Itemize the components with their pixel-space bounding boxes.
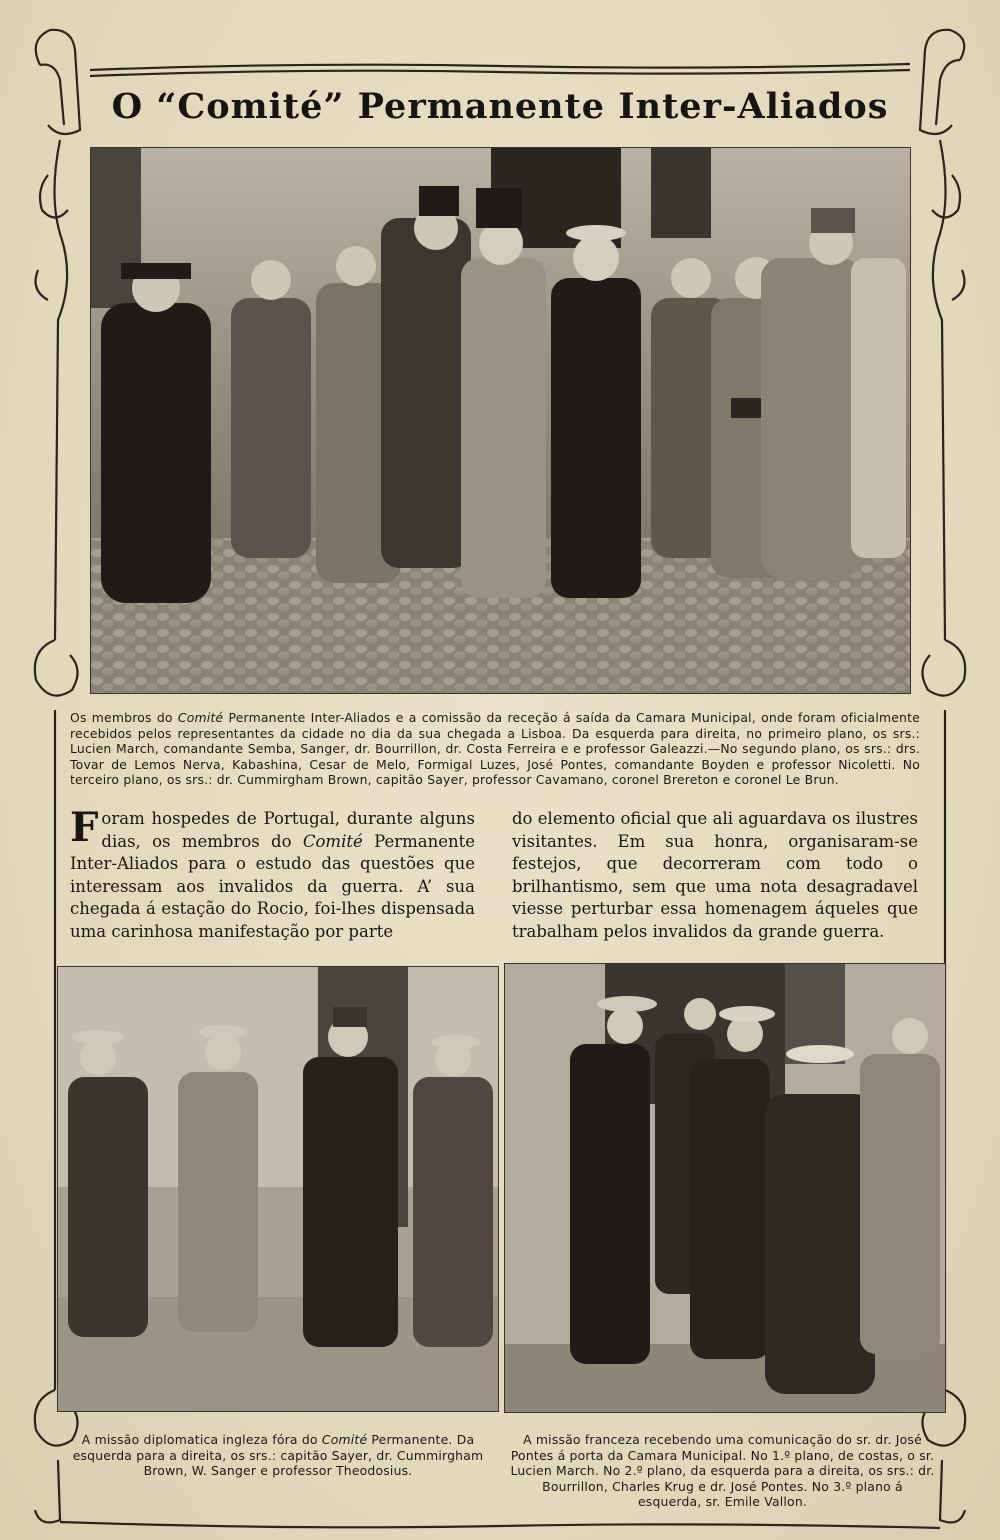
caption-emphasis: Comité [321,1432,368,1447]
article-right-column [512,808,918,943]
article-text-rest: Permanente Inter-Aliados para o estudo das questões que interessam aos invalidos da guerra. A’ sua chegada á estação do Rocio, foi-lhes dispensada uma carinhosa manifestação por parte [70,831,475,941]
article-text-right: do elemento oficial que ali aguardava os ilustres visitantes. Em sua honra, organisaram-se festejos, que decorreram com todo o brilhantismo, sem que uma nota desagradavel viesse perturbar essa homenagem áqueles que trabalham pelos invalidos da grande guerra. [512,809,918,941]
page-title: O “Comité” Permanente Inter-Aliados [111,86,889,127]
article-left-column [70,804,475,943]
article-emphasis: Comité [302,831,363,851]
french-mission-caption [510,1432,935,1510]
caption-text-rest: Permanente Inter-Aliados e a comissão da receção á saída da Camara Municipal, onde foram oficialmente recebidos pelos representantes da cidade no dia da sua chegada a Lisboa. Da esquerda para direita, no primeiro plano, os srs.: Lucien March, comandante Semba, Sanger, dr. Bourrillon, dr. Costa Ferreira e e professor Galeazzi.—No segundo plano, os srs.: drs. Tovar de Lemos Nerva, Kabashina, Cesar de Melo, Formigal Luzes, José Pontes, comandante Boyden e professor Nicoletti. No terceiro plano, os srs.: dr. Cummirgham Brown, capitão Sayer, professor Cavamano, coronel Brereton e coronel Le Brun. [70,710,920,787]
drop-cap: F [70,804,99,851]
french-mission-photo [504,963,946,1413]
caption-text: Os membros do [70,710,178,725]
caption-emphasis: Comité [177,710,224,725]
article-text: oram hospedes de Portugal, durante alguns dias, os membros do [101,809,475,851]
english-mission-photo [57,966,499,1412]
top-group-photo [90,147,911,694]
top-photo-caption [70,710,920,788]
caption-text: A missão franceza recebendo uma comunicação do sr. dr. José Pontes á porta da Camara Municipal. No 1.º plano, de costas, o sr. Lucien March. No 2.º plano, da esquerda para a direita, os srs.: dr. Bourrillon, Charles Krug e dr. José Pontes. No 3.º plano á esquerda, sr. Emile Vallon. [510,1432,935,1509]
caption-text: A missão diplomatica ingleza fóra do [81,1432,322,1447]
caption-text-rest: Permanente. Da esquerda para a direita, os srs.: capitão Sayer, dr. Cummirgham Brown, W. Sanger e professor Theodosius. [72,1432,484,1478]
english-mission-caption [68,1432,488,1479]
